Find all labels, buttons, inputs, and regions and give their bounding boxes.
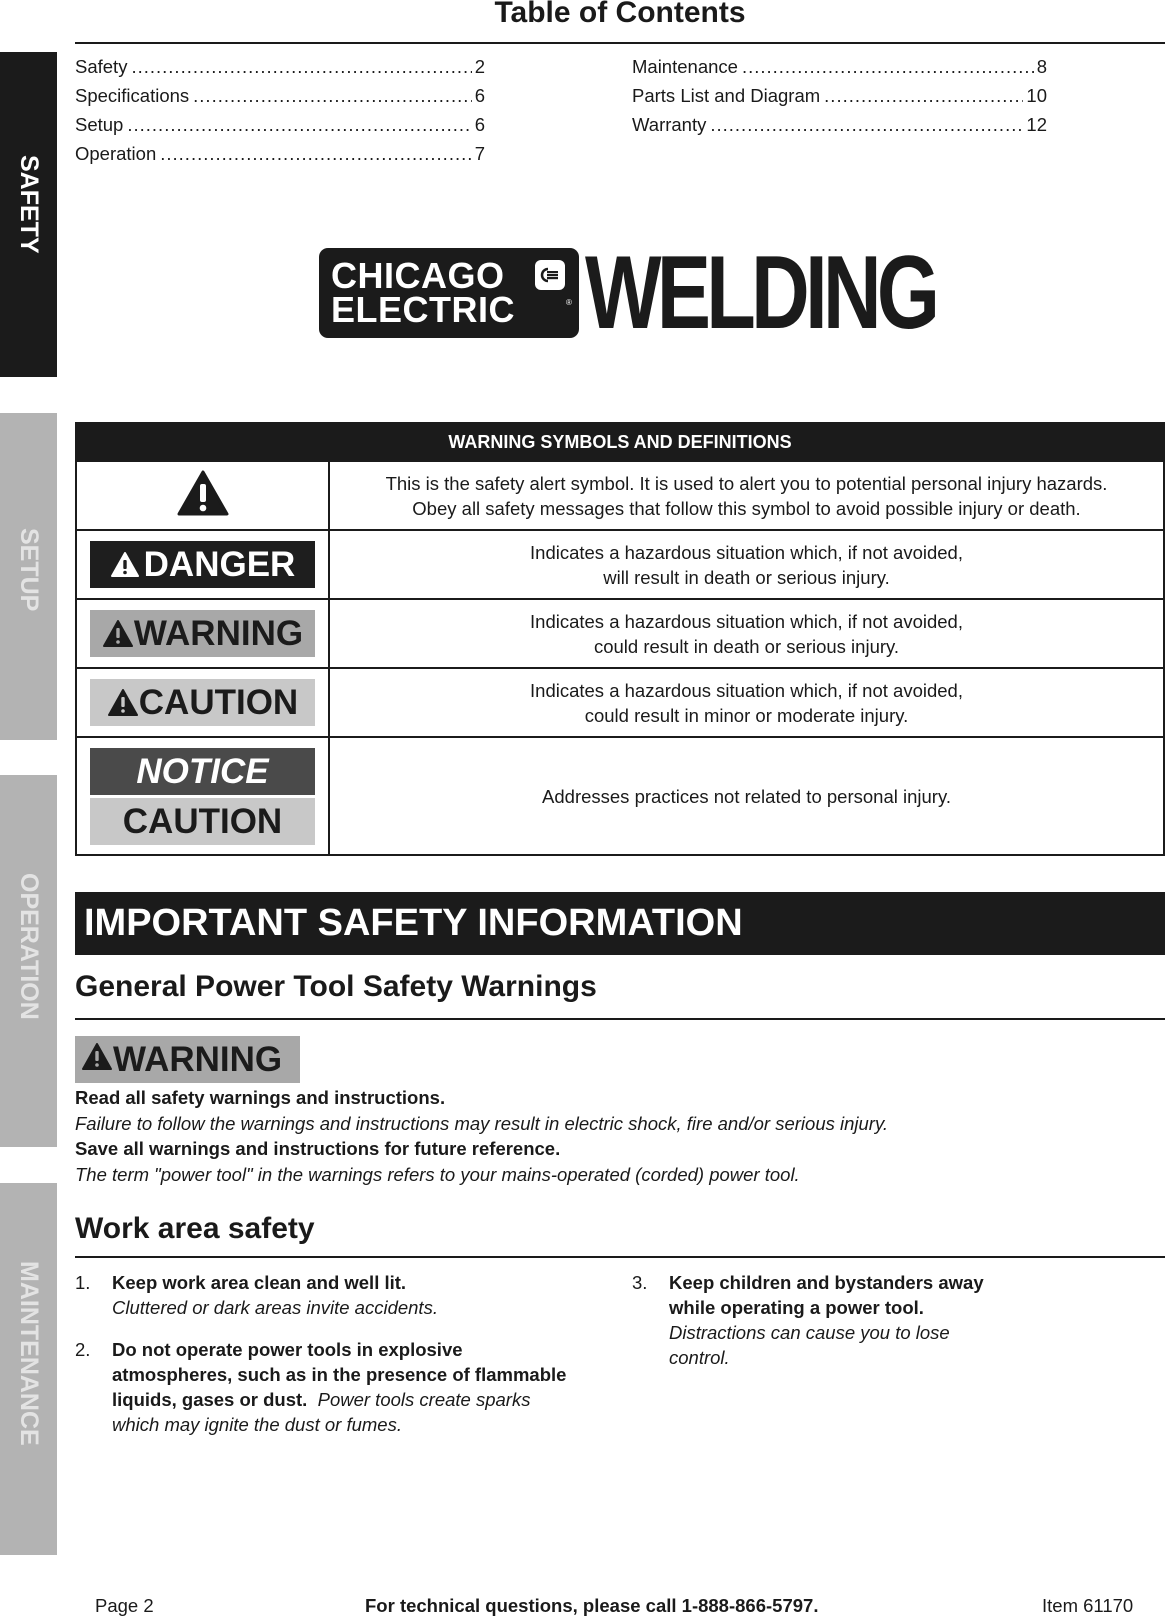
toc-entry-page: 2 — [474, 56, 485, 77]
list-item-title: Keep work area clean and well lit. — [112, 1272, 407, 1293]
list-item-detail: Cluttered or dark areas invite accidents. — [112, 1297, 438, 1318]
section-heading-work-area: Work area safety — [75, 1212, 315, 1245]
toc-entry-label: Specifications — [75, 85, 190, 106]
logo-welding-wordmark: WELDING — [585, 235, 936, 351]
section-heading-general: General Power Tool Safety Warnings — [75, 970, 597, 1003]
toc-leader-dots — [824, 81, 1023, 110]
logo-line-2: ELECTRIC — [331, 289, 515, 330]
toc-entry-label: Warranty — [632, 114, 707, 135]
toc-entry-page: 8 — [1036, 56, 1047, 77]
danger-signal-word — [90, 541, 315, 588]
toc-left-column — [75, 52, 485, 168]
toc-entry-page: 10 — [1026, 85, 1047, 106]
warning-signal-word — [90, 610, 315, 657]
list-number: 2. — [75, 1339, 91, 1360]
table-header: WARNING SYMBOLS AND DEFINITIONS — [76, 423, 1164, 461]
brand-logo — [319, 235, 1034, 351]
list-item — [75, 1270, 595, 1320]
intro-line: The term "power tool" in the warnings refers to your mains-operated (corded) power tool. — [75, 1163, 800, 1185]
intro-line: Save all warnings and instructions for future reference. — [75, 1138, 561, 1159]
list-number: 1. — [75, 1272, 91, 1293]
toc-entry-page: 6 — [474, 85, 485, 106]
warning-symbols-table — [75, 422, 1165, 856]
toc-entry-label: Operation — [75, 143, 157, 164]
side-tab-label: SETUP — [15, 528, 43, 612]
side-tab-setup[interactable] — [0, 413, 57, 740]
support-phone: For technical questions, please call 1-888-866-5797. — [365, 1595, 819, 1616]
side-tab-label: SAFETY — [15, 155, 43, 254]
signal-word-text: CAUTION — [138, 683, 299, 722]
table-row — [76, 668, 1164, 737]
signal-word-text: WARNING — [133, 614, 304, 653]
toc-right-column — [632, 52, 1047, 139]
toc-leader-dots — [127, 110, 471, 139]
caution-signal-word: CAUTION — [90, 798, 315, 845]
list-item-detail: Distractions can cause you to lose control. — [669, 1322, 950, 1368]
symbol-cell — [76, 668, 329, 737]
toc-entry-parts-list[interactable] — [632, 81, 1047, 110]
toc-entry-label: Maintenance — [632, 56, 738, 77]
definition-line: This is the safety alert symbol. It is used to alert you to potential personal injury hazards. — [385, 472, 1108, 494]
list-item-title: Keep children and bystanders away while operating a power tool. — [669, 1272, 984, 1318]
side-tab-safety[interactable] — [0, 52, 57, 377]
item-number: Item 61170 — [1042, 1595, 1134, 1616]
caution-signal-word — [90, 679, 315, 726]
toc-entry-page: 12 — [1026, 114, 1047, 135]
toc-leader-dots — [742, 52, 1034, 81]
list-item — [75, 1337, 595, 1437]
section-divider — [75, 1018, 1165, 1020]
toc-entry-label: Setup — [75, 114, 124, 135]
table-row — [76, 530, 1164, 599]
logo-line-1: CHICAGO — [331, 255, 505, 296]
list-number: 3. — [632, 1272, 648, 1293]
safety-alert-icon — [110, 551, 140, 579]
table-row — [76, 461, 1164, 530]
signal-word-text: WARNING — [113, 1039, 283, 1079]
toc-entry-label: Parts List and Diagram — [632, 85, 821, 106]
notice-signal-word: NOTICE — [90, 748, 315, 795]
list-item — [632, 1270, 1152, 1370]
definition-cell — [329, 737, 1164, 855]
safety-alert-icon — [81, 1040, 113, 1080]
side-tab-label: OPERATION — [15, 873, 43, 1020]
definition-line: will result in death or serious injury. — [603, 566, 890, 588]
symbol-cell — [76, 737, 329, 855]
logo-badge — [319, 248, 579, 338]
intro-line: Failure to follow the warnings and instructions may result in electric shock, fire and/or serious injury. — [75, 1112, 888, 1134]
toc-entry-warranty[interactable] — [632, 110, 1047, 139]
toc-divider — [75, 42, 1165, 44]
toc-leader-dots — [193, 81, 472, 110]
toc-entry-safety[interactable] — [75, 52, 485, 81]
safety-alert-icon — [107, 688, 139, 718]
definition-line: Indicates a hazardous situation which, if not avoided, — [530, 610, 963, 632]
toc-leader-dots — [160, 139, 471, 168]
ce-mark-icon — [535, 260, 565, 290]
toc-entry-maintenance[interactable] — [632, 52, 1047, 81]
registered-mark: ® — [566, 298, 572, 307]
table-row — [76, 599, 1164, 668]
definition-cell — [329, 599, 1164, 668]
symbol-cell — [76, 530, 329, 599]
toc-leader-dots — [710, 110, 1023, 139]
page-number: Page 2 — [95, 1595, 154, 1616]
warning-signal-word — [75, 1036, 300, 1083]
warning-intro — [75, 1085, 888, 1187]
toc-leader-dots — [131, 52, 471, 81]
important-safety-banner: IMPORTANT SAFETY INFORMATION — [75, 892, 1165, 955]
safety-list-left — [75, 1270, 595, 1454]
section-divider — [75, 1256, 1165, 1258]
side-tab-operation[interactable] — [0, 775, 57, 1147]
intro-line: Read all safety warnings and instructions. — [75, 1087, 446, 1108]
safety-alert-icon — [177, 499, 229, 520]
side-tab-label: MAINTENANCE — [15, 1261, 43, 1446]
definition-line: Indicates a hazardous situation which, if not avoided, — [530, 679, 963, 701]
list-item-detail: Power tools create sparks which may ignite the dust or fumes. — [112, 1389, 531, 1435]
toc-entry-label: Safety — [75, 56, 128, 77]
toc-entry-specifications[interactable] — [75, 81, 485, 110]
toc-entry-operation[interactable] — [75, 139, 485, 168]
toc-title: Table of Contents — [494, 0, 746, 29]
definition-line: Indicates a hazardous situation which, if not avoided, — [530, 541, 963, 563]
definition-cell — [329, 668, 1164, 737]
toc-entry-page: 7 — [474, 143, 485, 164]
safety-alert-icon — [102, 619, 134, 649]
definition-line: Addresses practices not related to personal injury. — [542, 785, 951, 807]
definition-line: could result in death or serious injury. — [593, 635, 900, 657]
list-item-title: Do not operate power tools in explosive atmospheres, such as in the presence of flammable liquids, gases or dust. — [112, 1339, 567, 1410]
side-tab-maintenance[interactable] — [0, 1183, 57, 1555]
definition-cell — [329, 530, 1164, 599]
symbol-cell — [76, 599, 329, 668]
toc-entry-page: 6 — [474, 114, 485, 135]
symbol-cell — [76, 461, 329, 530]
definition-cell — [329, 461, 1164, 530]
toc-entry-setup[interactable] — [75, 110, 485, 139]
definition-line: could result in minor or moderate injury. — [584, 704, 909, 726]
table-row — [76, 737, 1164, 855]
signal-word-text: DANGER — [143, 545, 296, 584]
safety-list-right — [632, 1270, 1152, 1387]
definition-line: Obey all safety messages that follow this symbol to avoid possible injury or death. — [412, 497, 1081, 519]
